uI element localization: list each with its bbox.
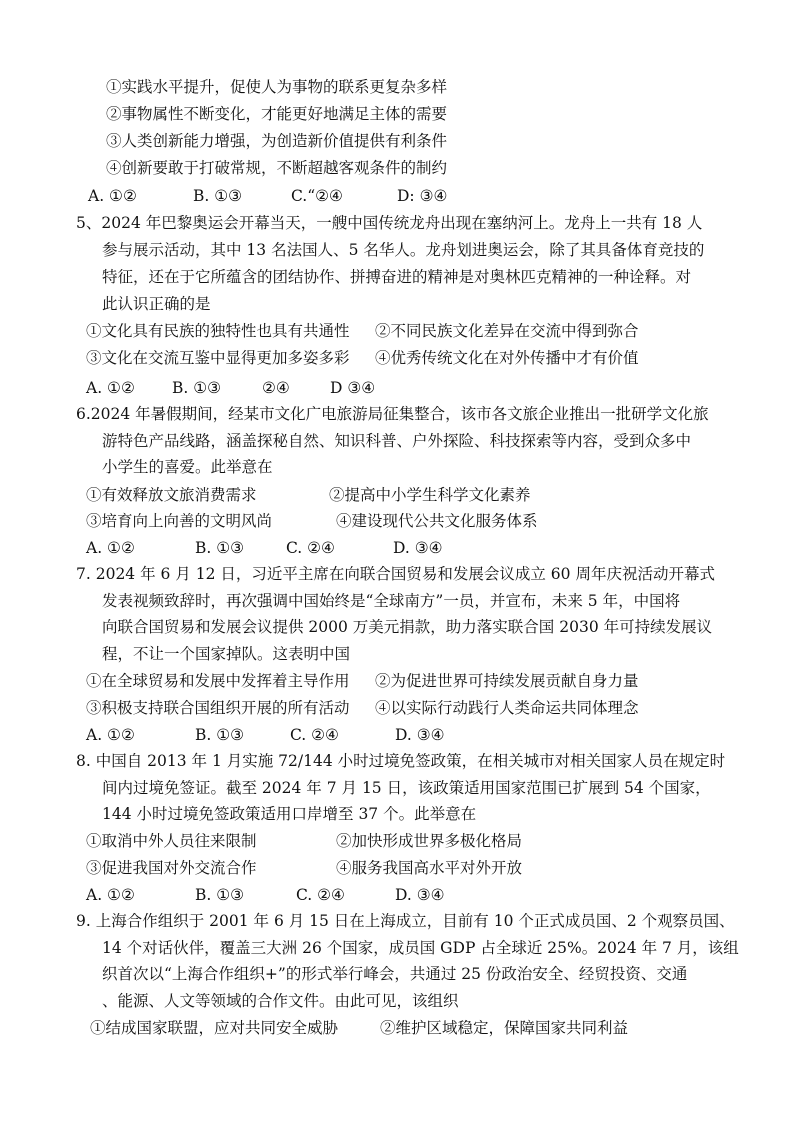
q7-option-b: B. ①③ — [195, 726, 245, 744]
q7-item-4: ④以实际行动践行人类命运共同体理念 — [375, 699, 639, 717]
q7-stem-line-1: 7. 2024 年 6 月 12 日，习近平主席在向联合国贸易和发展会议成立 60 周年庆祝活动开幕式 — [76, 565, 715, 583]
q9-stem-line-1: 9. 上海合作组织于 2001 年 6 月 15 日在上海成立，目前有 10 个正式成员国、2 个观察员国、 — [76, 912, 735, 930]
q6-item-2: ②提高中小学生科学文化素养 — [329, 486, 531, 504]
q6-option-b: B. ①③ — [195, 539, 245, 557]
q5-item-2: ②不同民族文化差异在交流中得到弥合 — [375, 322, 639, 340]
q7-option-c: C. ②④ — [290, 726, 339, 744]
q6-item-1: ①有效释放文旅消费需求 — [86, 486, 257, 504]
q6-stem-line-2: 游特色产品线路，涵盖探秘自然、知识科普、户外探险、科技探索等内容，受到众多中 — [102, 432, 692, 450]
top-item-2: ②事物属性不断变化，才能更好地满足主体的需要 — [106, 105, 448, 123]
q5-stem-line-1: 5、2024 年巴黎奥运会开幕当天，一艘中国传统龙舟出现在塞纳河上。龙舟上一共有 18 人 — [76, 214, 703, 232]
q7-item-1: ①在全球贸易和发展中发挥着主导作用 — [86, 672, 350, 690]
q6-option-c: C. ②④ — [286, 539, 335, 557]
q6-stem-line-1: 6.2024 年暑假期间，经某市文化广电旅游局征集整合，该市各文旅企业推出一批研学文化旅 — [76, 405, 709, 423]
q5-option-b: B. ①③ — [172, 379, 222, 397]
q6-item-4: ④建设现代公共文化服务体系 — [336, 512, 538, 530]
q8-item-1: ①取消中外人员往来限制 — [86, 832, 257, 850]
q8-option-b: B. ①③ — [195, 886, 245, 904]
q5-item-4: ④优秀传统文化在对外传播中才有价值 — [375, 349, 639, 367]
q5-option-c: ②④ — [262, 379, 290, 397]
q8-stem-line-3: 144 小时过境免签政策适用口岸增至 37 个。此举意在 — [102, 805, 477, 823]
q7-option-d: D. ③④ — [395, 726, 445, 744]
q6-option-a: A. ①② — [86, 539, 135, 557]
q9-item-2: ②维护区域稳定，保障国家共同利益 — [380, 1019, 629, 1037]
q8-stem-line-2: 间内过境免签证。截至 2024 年 7 月 15 日，该政策适用国家范围已扩展到 54 个国家， — [102, 779, 711, 797]
q5-stem-line-2: 参与展示活动，其中 13 名法国人、5 名华人。龙舟划进奥运会，除了其具备体育竞技的 — [102, 241, 705, 259]
top-option-c: C.“②④ — [291, 187, 343, 205]
q5-item-1: ①文化具有民族的独特性也具有共通性 — [86, 322, 350, 340]
q8-item-2: ②加快形成世界多极化格局 — [336, 832, 523, 850]
q8-item-4: ④服务我国高水平对外开放 — [336, 859, 523, 877]
q5-option-d: D ③④ — [330, 379, 376, 397]
q7-stem-line-2: 发表视频致辞时，再次强调中国始终是“全球南方”一员，并宣布，未来 5 年，中国将 — [102, 592, 681, 610]
top-option-a: A. ①② — [88, 187, 137, 205]
q7-option-a: A. ①② — [86, 726, 135, 744]
q8-stem-line-1: 8. 中国自 2013 年 1 月实施 72/144 小时过境免签政策，在相关城市对相关国家人员在规定时 — [76, 752, 726, 770]
top-item-1: ①实践水平提升，促使人为事物的联系更复杂多样 — [106, 78, 448, 96]
q9-stem-line-4: 、能源、人文等领域的合作文件。由此可见，该组织 — [102, 992, 459, 1010]
q5-option-a: A. ①② — [86, 379, 135, 397]
q5-stem-line-3: 特征，还在于它所蕴含的团结协作、拼搏奋进的精神是对奥林匹克精神的一种诠释。对 — [102, 268, 692, 286]
top-option-b: B. ①③ — [193, 187, 243, 205]
q5-item-3: ③文化在交流互鉴中显得更加多姿多彩 — [86, 349, 350, 367]
q9-stem-line-3: 织首次以“上海合作组织+”的形式举行峰会，共通过 25 份政治安全、经贸投资、交通 — [102, 965, 688, 983]
q7-stem-line-3: 向联合国贸易和发展会议提供 2000 万美元捐款，助力落实联合国 2030 年可持续发展议 — [102, 618, 713, 636]
top-item-3: ③人类创新能力增强，为创造新价值提供有利条件 — [106, 132, 448, 150]
q6-stem-line-3: 小学生的喜爱。此举意在 — [102, 458, 273, 476]
q8-option-a: A. ①② — [86, 886, 135, 904]
q8-option-c: C. ②④ — [296, 886, 345, 904]
q8-item-3: ③促进我国对外交流合作 — [86, 859, 257, 877]
q6-option-d: D. ③④ — [393, 539, 443, 557]
q8-option-d: D. ③④ — [395, 886, 445, 904]
q7-stem-line-4: 程，不让一个国家掉队。这表明中国 — [102, 645, 351, 663]
q7-item-2: ②为促进世界可持续发展贡献自身力量 — [375, 672, 639, 690]
q6-item-3: ③培育向上向善的文明风尚 — [86, 512, 273, 530]
top-item-4: ④创新要敢于打破常规，不断超越客观条件的制约 — [106, 159, 448, 177]
q7-item-3: ③积极支持联合国组织开展的所有活动 — [86, 699, 350, 717]
q5-stem-line-4: 此认识正确的是 — [102, 295, 211, 313]
top-option-d: D: ③④ — [397, 187, 448, 205]
q9-stem-line-2: 14 个对话伙伴，覆盖三大洲 26 个国家，成员国 GDP 占全球近 25%。2024 年 7 月，该组 — [102, 939, 739, 957]
q9-item-1: ①结成国家联盟，应对共同安全威胁 — [90, 1019, 339, 1037]
